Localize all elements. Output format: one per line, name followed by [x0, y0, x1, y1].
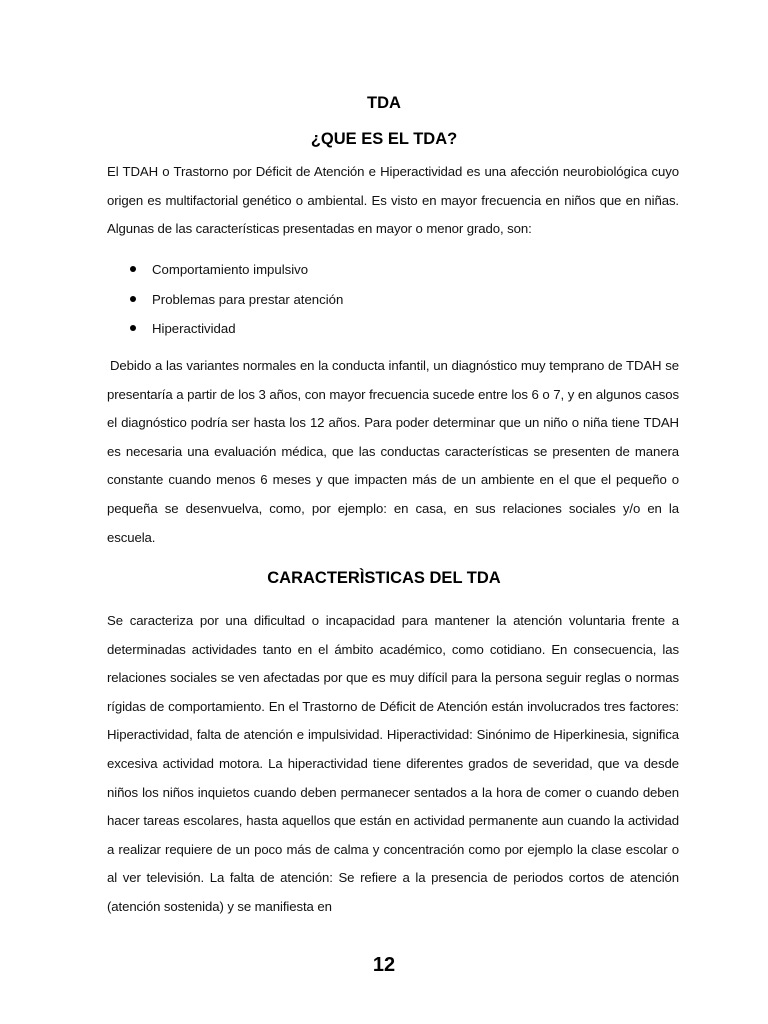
page-title: TDA — [367, 94, 401, 112]
list-item-label: Comportamiento impulsivo — [152, 262, 309, 277]
list-item-label: Problemas para prestar atención — [152, 291, 344, 307]
intro-paragraph: El TDAH o Trastorno por Déficit de Atención e Hiperactividad es una afección neurobiológica cuyo origen es multifactorial genético o ambiental. Es visto en mayor frecuencia en niños que en niñas. Algunas de las características presentadas en mayor o menor grado, son: — [107, 164, 679, 237]
page-number: 12 — [372, 954, 396, 976]
symptom-list — [107, 260, 679, 349]
bullet-icon — [130, 296, 136, 302]
bullet-icon — [130, 266, 136, 272]
bullet-icon — [130, 325, 136, 331]
characteristics-paragraph: Se caracteriza por una dificultad o incapacidad para mantener la atención voluntaria frente a determinadas actividades tanto en el ámbito académico, como cotidiano. En consecuencia, las relaciones sociales se ven afectadas por que es muy difícil para la persona seguir reglas o normas rígidas de comportamiento. En el Trastorno de Déficit de Atención están involucrados tres factores: Hiperactividad, falta de atención e impulsividad. Hiperactividad: Sinónimo de Hiperkinesia, significa excesiva actividad motora. La hiperactividad tiene diferentes grados de severidad, que va desde niños los niños inquietos cuando deben permanecer sentados a la hora de comer o cuando deben hacer tareas escolares, hasta aquellos que están en actividad permanente aun cuando la actividad a realizar requiere de un poco más de calma y concentración como por ejemplo la clase escolar o al ver televisión. La falta de atención: Se refiere a la presencia de periodos cortos de atención (atención sostenida) y se manifiesta en — [107, 613, 679, 914]
section-heading-what-is: ¿QUE ES EL TDA? — [310, 130, 458, 148]
list-item — [107, 260, 679, 290]
bullet-list-block — [107, 260, 679, 349]
list-item — [107, 290, 679, 320]
diagnosis-paragraph: Debido a las variantes normales en la conducta infantil, un diagnóstico muy temprano de TDAH se presentaría a partir de los 3 años, con mayor frecuencia sucede entre los 6 o 7, y en algunos casos el diagnóstico podría ser hasta los 12 años. Para poder determinar que un niño o niña tiene TDAH es necesaria una evaluación médica, que las conductas características se presenten de manera constante cuando menos 6 meses y que impacten más de un ambiente en el que el pequeño o pequeña se desenvuelva, como, por ejemplo: en casa, en sus relaciones sociales y/o en la escuela. — [107, 358, 679, 545]
characteristics-block — [107, 607, 679, 922]
section-heading-characteristics: CARACTERÌSTICAS DEL TDA — [267, 569, 501, 587]
list-item-label: Hiperactividad — [152, 321, 236, 337]
list-item — [107, 319, 679, 349]
intro-block — [107, 158, 679, 244]
diagnosis-block — [107, 352, 679, 552]
